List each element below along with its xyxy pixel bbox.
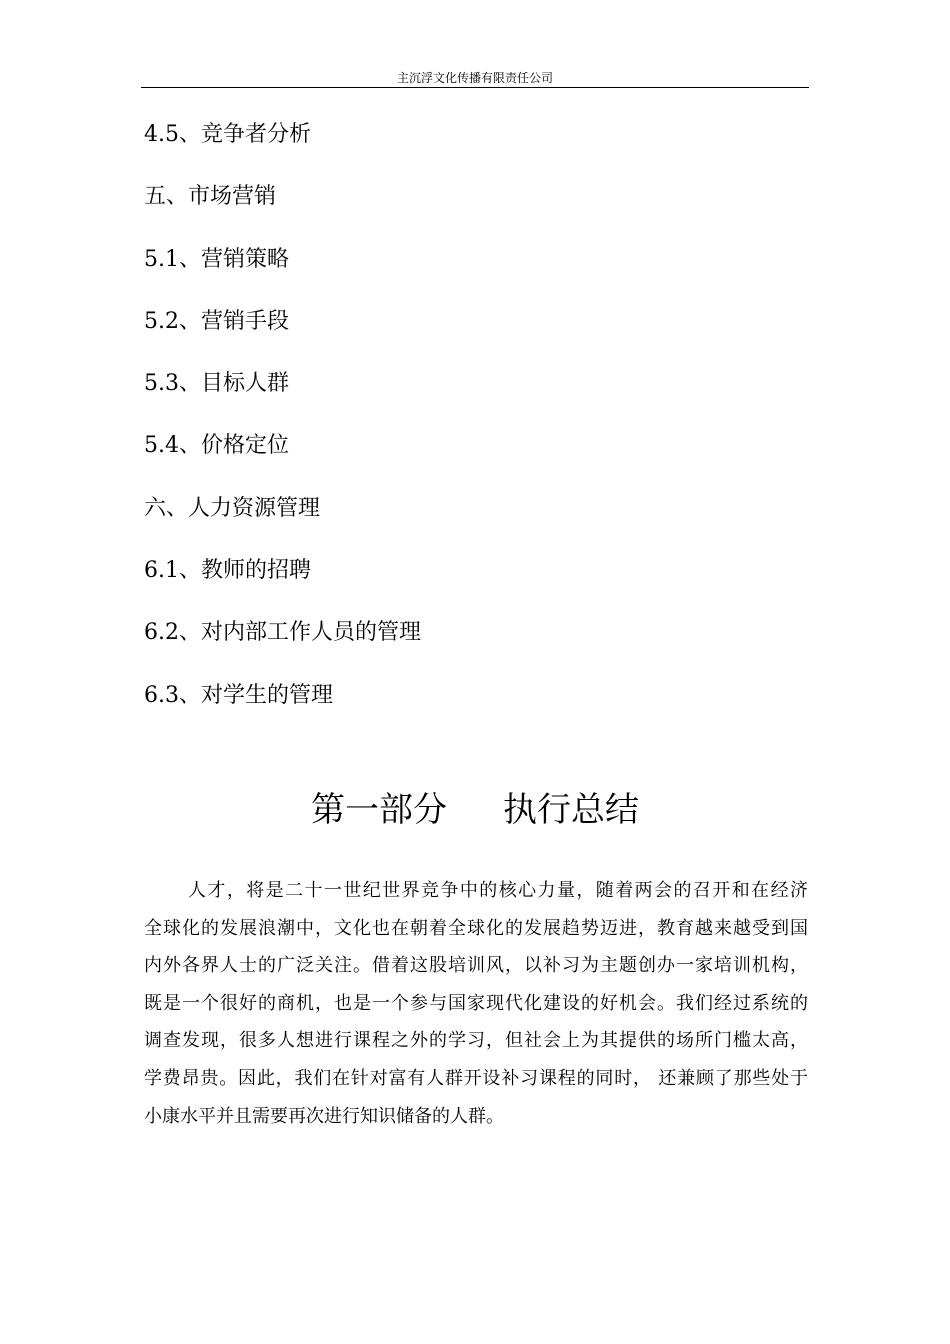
toc-item: 6.3、对学生的管理	[144, 682, 333, 708]
toc-item: 6.1、教师的招聘	[144, 558, 311, 584]
toc-item: 六、人力资源管理	[144, 495, 321, 521]
paragraph-line: 学费昂贵。因此，我们在针对富有人群开设补习课程的同时， 还兼顾了那些处于	[144, 1067, 808, 1089]
page-header	[141, 70, 809, 88]
toc-item: 五、市场营销	[144, 184, 277, 210]
section-heading	[0, 785, 950, 835]
toc-item: 5.3、目标人群	[144, 371, 289, 397]
paragraph-line: 人才，将是二十一世纪世界竞争中的核心力量，随着两会的召开和在经济	[188, 880, 808, 901]
section-title: 执行总结	[503, 790, 639, 830]
paragraph-line: 全球化的发展浪潮中，文化也在朝着全球化的发展趋势迈进，教育越来越受到国	[144, 917, 808, 939]
toc-item: 5.2、营销手段	[144, 308, 289, 334]
executive-summary-paragraph	[144, 872, 808, 1135]
paragraph-line: 既是一个很好的商机，也是一个参与国家现代化建设的好机会。我们经过系统的	[144, 992, 808, 1014]
toc-item: 4.5、竞争者分析	[144, 122, 311, 147]
paragraph-line: 小康水平并且需要再次进行知识储备的人群。	[144, 1105, 504, 1127]
paragraph-line: 调查发现，很多人想进行课程之外的学习，但社会上为其提供的场所门槛太高，	[144, 1030, 808, 1052]
paragraph-line: 内外各界人士的广泛关注。借着这股培训风，以补习为主题创办一家培训机构，	[144, 955, 808, 977]
header-company-name: 主沉浮文化传播有限责任公司	[396, 71, 553, 85]
toc-item: 5.1、营销策略	[144, 246, 289, 272]
toc-item: 5.4、价格定位	[144, 433, 289, 459]
table-of-contents	[144, 115, 804, 738]
section-part-label: 第一部分	[311, 790, 447, 830]
toc-item: 6.2、对内部工作人员的管理	[144, 620, 421, 646]
